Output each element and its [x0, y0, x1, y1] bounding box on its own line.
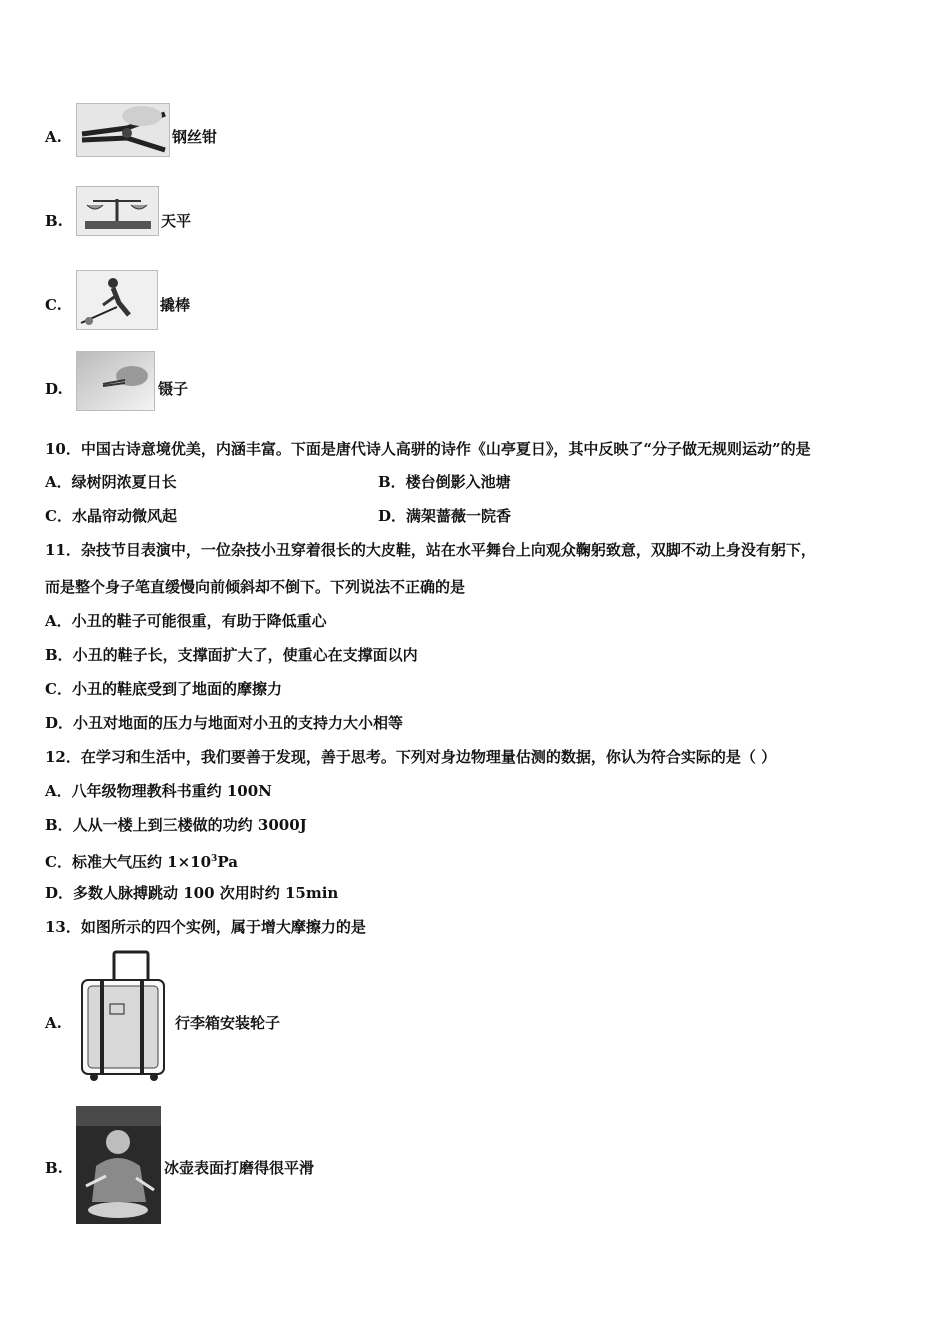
pliers-image [76, 103, 170, 157]
option-12b: B．人从一楼上到三楼做的功约 3000J [45, 816, 307, 834]
option-text-13a: 行李箱安装轮子 [175, 1014, 281, 1032]
option-text-13b: 冰壶表面打磨得很平滑 [164, 1159, 315, 1177]
option-text-9b: 天平 [161, 212, 192, 230]
option-label-13a: A. [45, 1014, 62, 1032]
question-13-stem: 13．如图所示的四个实例，属于增大摩擦力的是 [45, 918, 366, 936]
option-label-9b: B. [45, 212, 63, 230]
question-10-stem: 10．中国古诗意境优美，内涵丰富。下面是唐代诗人高骈的诗作《山亭夏日》，其中反映了“分子做无规则运动”的是 [45, 440, 811, 458]
option-10c: C．水晶帘动微风起 [45, 507, 177, 525]
question-11-stem-line2: 而是整个身子笔直缓慢向前倾斜却不倒下。下列说法不正确的是 [45, 578, 466, 596]
option-10b: B．楼台倒影入池塘 [378, 473, 511, 491]
option-12d: D．多数人脉搏跳动 100 次用时约 15min [45, 884, 339, 902]
option-label-9a: A. [45, 128, 62, 146]
tweezers-image [76, 351, 155, 411]
option-12c [45, 849, 238, 872]
curling-image [76, 1106, 161, 1224]
question-12-stem: 12．在学习和生活中，我们要善于发现，善于思考。下列对身边物理量估测的数据，你认为符合实际的是（ ） [45, 748, 777, 766]
option-label-9c: C. [45, 296, 62, 314]
option-11a: A．小丑的鞋子可能很重，有助于降低重心 [45, 612, 327, 630]
option-12c-prefix: C．标准大气压约 1×10 [45, 853, 212, 871]
question-11-stem-line1: 11．杂技节目表演中，一位杂技小丑穿着很长的大皮鞋，站在水平舞台上向观众鞠躬致意，双脚不动上身没有躬下， [45, 541, 816, 559]
option-12a: A．八年级物理教科书重约 100N [45, 782, 272, 800]
option-12c-unit: Pa [217, 853, 238, 871]
option-10d: D．满架蔷薇一院香 [378, 507, 512, 525]
option-text-9c: 撬棒 [160, 296, 191, 314]
option-11b: B．小丑的鞋子长，支撑面扩大了，使重心在支撑面以内 [45, 646, 418, 664]
option-text-9d: 镊子 [158, 380, 189, 398]
balance-image [76, 186, 159, 236]
option-12c-exponent: 3 [211, 854, 218, 864]
option-label-13b: B. [45, 1159, 63, 1177]
option-11d: D．小丑对地面的压力与地面对小丑的支持力大小相等 [45, 714, 404, 732]
option-text-9a: 钢丝钳 [172, 128, 218, 146]
option-10a: A．绿树阴浓夏日长 [45, 473, 177, 491]
option-11c: C．小丑的鞋底受到了地面的摩擦力 [45, 680, 282, 698]
crowbar-image [76, 270, 158, 330]
option-label-9d: D. [45, 380, 63, 398]
suitcase-image [76, 950, 171, 1082]
